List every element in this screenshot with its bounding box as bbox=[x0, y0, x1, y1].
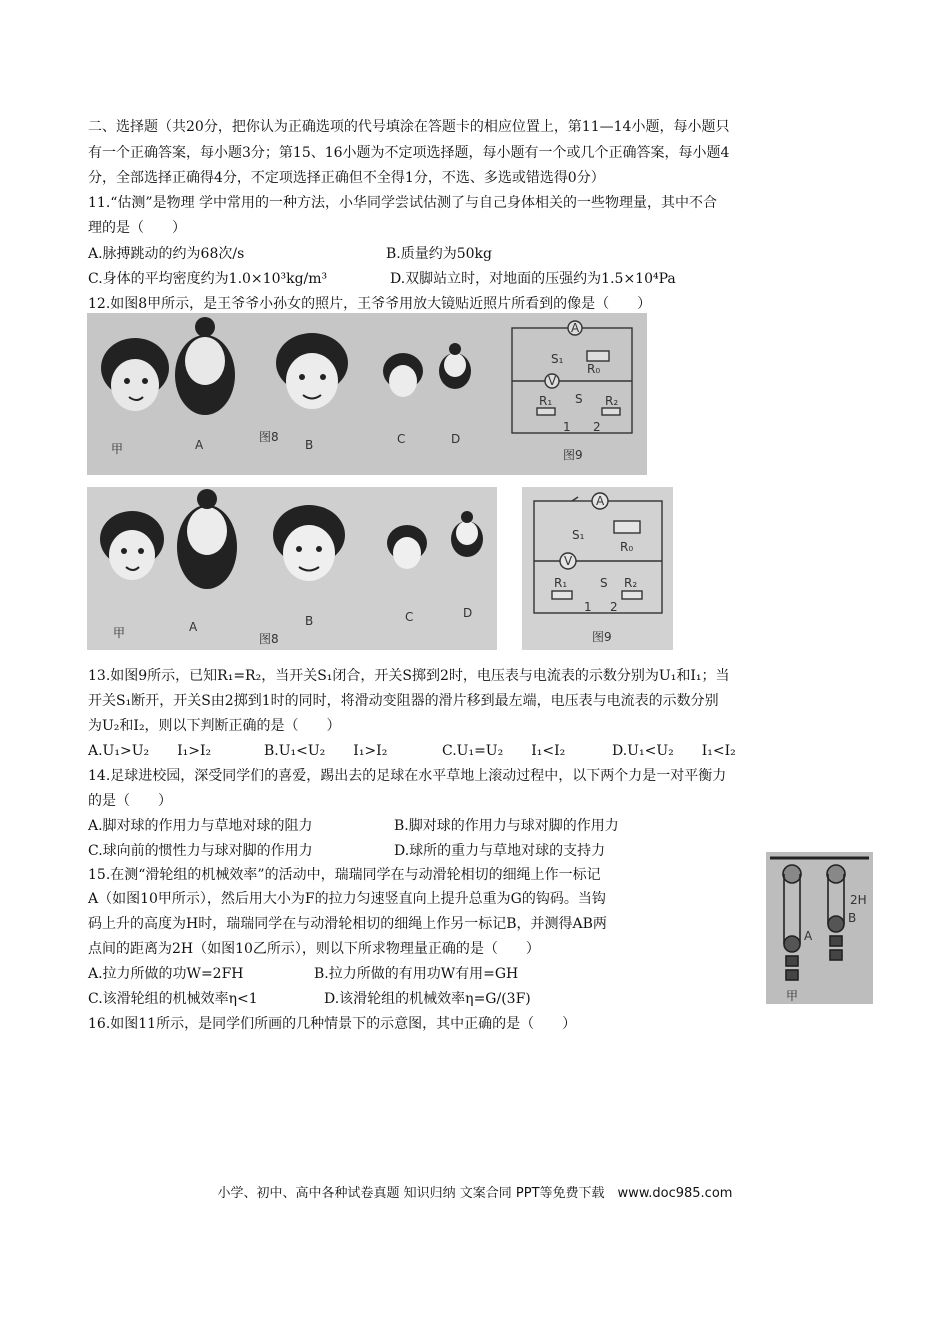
r1-label: R₁ bbox=[554, 576, 568, 590]
q14-option-a: A.脚对球的作用力与草地对球的阻力 bbox=[88, 818, 313, 834]
q15-option-b: B.拉力所做的有用功W有用=GH bbox=[314, 966, 519, 982]
ammeter-label: A bbox=[596, 494, 605, 508]
section-instructions-line-3: 分，全部选择正确得4分，不定项选择正确但不全得1分，不选、多选或错选得0分） bbox=[88, 170, 605, 186]
q12-stem: 12.如图8甲所示，是王爷爷小孙女的照片，王爷爷用放大镜贴近照片所看到的像是（ ） bbox=[88, 296, 652, 312]
label-2h: 2H bbox=[850, 893, 867, 907]
q15-stem-line-1: 15.在测“滑轮组的机械效率”的活动中，瑞瑞同学在与动滑轮相切的细绳上作一标记 bbox=[88, 867, 601, 883]
label-fig8: 图8 bbox=[259, 430, 279, 444]
label-fig10-jia: 甲 bbox=[786, 989, 799, 1003]
q14-option-c: C.球向前的惯性力与球对脚的作用力 bbox=[88, 843, 313, 859]
label-a: A bbox=[195, 438, 204, 452]
q15-option-d: D.该滑轮组的机械效率η=G/(3F) bbox=[324, 991, 531, 1007]
voltmeter-label-small: V bbox=[548, 374, 557, 388]
label-d: D bbox=[451, 432, 461, 446]
q13-option-a: A.U₁>U₂ I₁>I₂ bbox=[88, 743, 212, 759]
q15-option-a: A.拉力所做的功W=2FH bbox=[88, 966, 244, 982]
ammeter-label-small: A bbox=[571, 321, 580, 335]
switch-s1-label-small: S₁ bbox=[551, 352, 564, 366]
page-footer: 小学、初中、高中各种试卷真题 知识归纳 文案合同 PPT等免费下载 www.doc985.com bbox=[217, 1186, 733, 1201]
q15-stem-line-2: A（如图10甲所示），然后用大小为F的拉力匀速竖直向上提升总重为G的钩码。当钩 bbox=[88, 891, 606, 907]
contact-2-label-small: 2 bbox=[593, 420, 601, 434]
switch-s-label: S bbox=[600, 576, 608, 590]
figure-8-photo bbox=[87, 487, 497, 650]
q13-stem-line-1: 13.如图9所示，已知R₁=R₂，当开关S₁闭合，开关S掷到2时，电压表与电流表的示数分别为U₁和I₁；当 bbox=[88, 668, 730, 684]
q11-option-a: A.脉搏跳动的约为68次/s bbox=[88, 246, 245, 262]
label-b: B bbox=[305, 438, 314, 452]
q15-stem-line-4: 点间的距离为2H（如图10乙所示），则以下所求物理量正确的是（ ） bbox=[88, 941, 540, 957]
switch-s-label-small: S bbox=[575, 392, 583, 406]
label-fig8-2: 图8 bbox=[259, 632, 279, 646]
label-b-2: B bbox=[305, 614, 314, 628]
q16-stem: 16.如图11所示，是同学们所画的几种情景下的示意图，其中正确的是（ ） bbox=[88, 1016, 577, 1032]
q15-stem-line-3: 码上升的高度为H时，瑞瑞同学在与动滑轮相切的细绳上作另一标记B，并测得AB两 bbox=[88, 916, 607, 932]
q15-option-c: C.该滑轮组的机械效率η<1 bbox=[88, 991, 258, 1007]
label-jia-2: 甲 bbox=[113, 626, 126, 640]
section-instructions-line-2: 有一个正确答案，每小题3分；第15、16小题为不定项选择题，每小题有一个或几个正确答案，每小题4 bbox=[88, 145, 730, 161]
q11-stem-line-1: 11.“估测”是物理 学中常用的一种方法，小华同学尝试估测了与自己身体相关的一些物理量，其中不合 bbox=[88, 195, 718, 211]
r1-label-small: R₁ bbox=[539, 394, 553, 408]
voltmeter-label: V bbox=[564, 554, 573, 568]
r2-label: R₂ bbox=[624, 576, 638, 590]
switch-s1-label: S₁ bbox=[572, 528, 585, 542]
label-c: C bbox=[397, 432, 406, 446]
q13-option-c: C.U₁=U₂ I₁<I₂ bbox=[442, 743, 566, 759]
q13-option-b: B.U₁<U₂ I₁>I₂ bbox=[264, 743, 388, 759]
q11-option-b: B.质量约为50kg bbox=[386, 246, 492, 262]
q13-stem-line-3: 为U₂和I₂，则以下判断正确的是（ ） bbox=[88, 718, 341, 734]
contact-2-label: 2 bbox=[610, 600, 618, 614]
q11-stem-line-2: 理的是（ ） bbox=[88, 220, 186, 236]
figure-9-photo bbox=[522, 487, 673, 650]
figure-10-pulley-photo bbox=[766, 852, 873, 1004]
q14-stem-line-1: 14.足球进校园，深受同学们的喜爱，踢出去的足球在水平草地上滚动过程中，以下两个力是一对平衡力 bbox=[88, 768, 727, 784]
rheostat-r0-label: R₀ bbox=[620, 540, 634, 554]
r2-label-small: R₂ bbox=[605, 394, 619, 408]
rheostat-r0-label-small: R₀ bbox=[587, 362, 601, 376]
label-fig9-small: 图9 bbox=[563, 448, 583, 462]
q14-stem-line-2: 的是（ ） bbox=[88, 793, 172, 809]
q11-option-d: D.双脚站立时，对地面的压强约为1.5×10⁴Pa bbox=[390, 271, 676, 287]
label-jia: 甲 bbox=[111, 442, 124, 456]
label-point-a: A bbox=[804, 929, 813, 943]
contact-1-label: 1 bbox=[584, 600, 592, 614]
label-d-2: D bbox=[463, 606, 473, 620]
q11-option-c: C.身体的平均密度约为1.0×10³kg/m³ bbox=[88, 271, 328, 287]
q14-option-b: B.脚对球的作用力与球对脚的作用力 bbox=[394, 818, 619, 834]
label-fig9: 图9 bbox=[592, 630, 612, 644]
q14-option-d: D.球所的重力与草地对球的支持力 bbox=[394, 843, 606, 859]
section-instructions-line-1: 二、选择题（共20分，把你认为正确选项的代号填涂在答题卡的相应位置上，第11—14小题，每小题只 bbox=[88, 119, 730, 135]
contact-1-label-small: 1 bbox=[563, 420, 571, 434]
label-a-2: A bbox=[189, 620, 198, 634]
q13-stem-line-2: 开关S₁断开，开关S由2掷到1时的同时，将滑动变阻器的滑片移到最左端，电压表与电流表的示数分别 bbox=[88, 693, 719, 709]
q13-option-d: D.U₁<U₂ I₁<I₂ bbox=[612, 743, 736, 759]
label-point-b: B bbox=[848, 911, 857, 925]
figure-8-9-photo bbox=[87, 313, 647, 475]
label-c-2: C bbox=[405, 610, 414, 624]
